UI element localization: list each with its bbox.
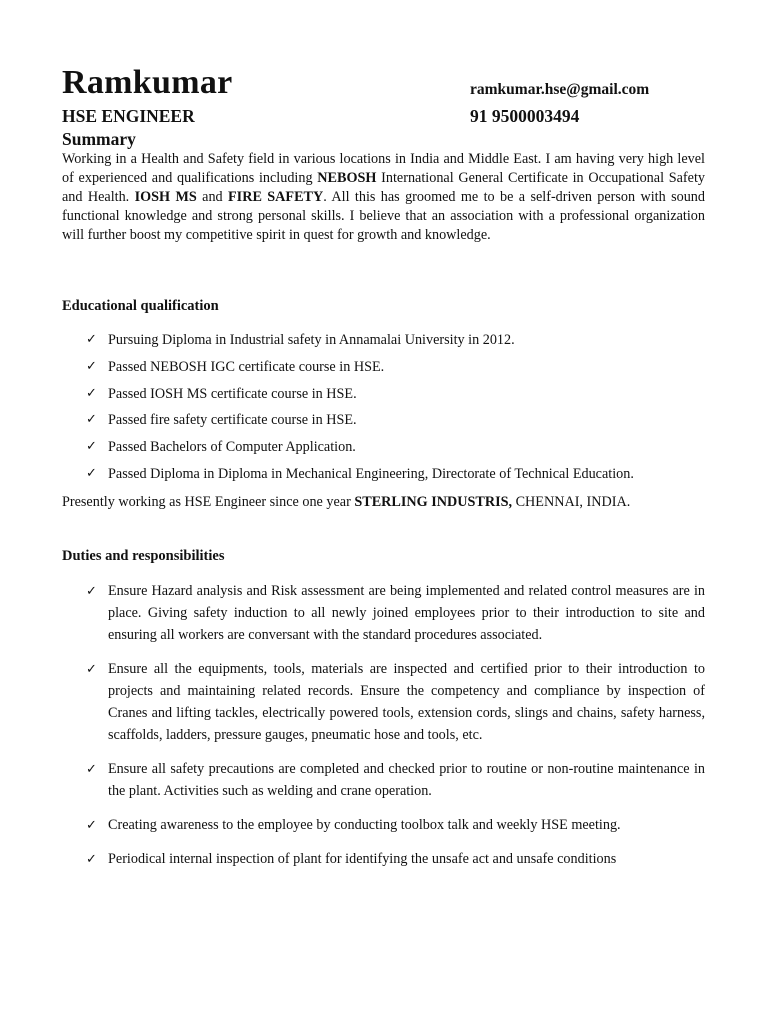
check-mark-icon: ✓ xyxy=(86,584,97,599)
summary-bold-fire-safety: FIRE SAFETY xyxy=(228,189,324,205)
education-item-text: Passed IOSH MS certificate course in HSE. xyxy=(108,385,357,402)
candidate-name: Ramkumar xyxy=(62,64,233,101)
check-mark-icon: ✓ xyxy=(86,662,97,677)
email-address: ramkumar.hse@gmail.com xyxy=(470,81,650,98)
duty-item xyxy=(0,848,728,870)
check-mark-icon: ✓ xyxy=(86,385,97,401)
education-item xyxy=(0,330,768,357)
current-employment-prefix: Presently working as HSE Engineer since one year xyxy=(62,494,355,510)
duty-item xyxy=(0,580,705,646)
phone-number: 91 9500003494 xyxy=(470,106,580,126)
summary-bold-nebosh: NEBOSH xyxy=(317,170,377,186)
education-item-text: Passed fire safety certificate course in HSE. xyxy=(108,412,357,429)
summary-text-3: and xyxy=(196,189,229,205)
current-employment xyxy=(62,491,682,513)
duty-item xyxy=(0,814,728,836)
summary-text-4: . All this has groomed me to be a self-driven person with sound functional knowledge and strong personal skills. I believe that an association with a professional organization will further boost my competitive spirit in quest for growth and knowledge. xyxy=(62,189,705,243)
education-item xyxy=(0,464,768,491)
duty-item-text: Creating awareness to the employee by conducting toolbox talk and weekly HSE meeting. xyxy=(108,817,621,833)
job-title: HSE ENGINEER xyxy=(62,106,195,126)
check-mark-icon: ✓ xyxy=(86,358,97,374)
duty-item-text: Periodical internal inspection of plant for identifying the unsafe act and unsafe conditions xyxy=(108,851,617,867)
current-employment-location: CHENNAI, INDIA. xyxy=(512,494,631,510)
education-item-text: Passed Bachelors of Computer Application. xyxy=(108,439,356,456)
duties-list xyxy=(0,580,768,882)
education-item xyxy=(0,357,768,384)
summary-heading: Summary xyxy=(62,129,136,149)
summary-paragraph xyxy=(62,150,705,245)
education-list xyxy=(0,330,768,491)
check-mark-icon: ✓ xyxy=(86,412,97,428)
education-item-text: Pursuing Diploma in Industrial safety in Annamalai University in 2012. xyxy=(108,332,515,348)
summary-bold-iosh: IOSH MS xyxy=(134,189,197,205)
check-mark-icon: ✓ xyxy=(86,439,97,455)
summary-text-2: International General Certificate in Occupational Safety and Health. xyxy=(62,170,705,205)
education-item xyxy=(0,410,768,437)
duty-item xyxy=(0,758,705,802)
check-mark-icon: ✓ xyxy=(86,332,97,347)
education-item-text: Passed Diploma in Diploma in Mechanical Engineering, Directorate of Technical Education. xyxy=(108,465,634,482)
education-item xyxy=(0,437,768,464)
duty-item-text: Ensure Hazard analysis and Risk assessment are being implemented and related control measures are in place. Giving safety induction to all newly joined employees prior to their introduction to site and ensuring all workers are conversant with the standard procedures associated. xyxy=(108,583,705,643)
duties-heading: Duties and responsibilities xyxy=(62,548,225,564)
duty-item-text: Ensure all the equipments, tools, materials are inspected and certified prior to their introduction to projects and maintaining related records. Ensure the competency and compliance by inspection of Cranes and lifting tackles, electrically powered tools, extension cords, slings and chains, safety harness, scaffolds, ladders, pressure gauges, pneumatic hose and tools, etc. xyxy=(108,661,705,743)
summary-text-1: Working in a Health and Safety field in various locations in India and Middle East. I am having very high level of experienced and qualifications including xyxy=(62,151,705,186)
duty-item xyxy=(0,658,705,746)
check-mark-icon: ✓ xyxy=(86,818,97,833)
check-mark-icon: ✓ xyxy=(86,852,97,867)
duty-item-text: Ensure all safety precautions are completed and checked prior to routine or non-routine maintenance in the plant. Activities such as welding and crane operation. xyxy=(108,761,705,799)
check-mark-icon: ✓ xyxy=(86,465,97,481)
check-mark-icon: ✓ xyxy=(86,762,97,777)
current-company: STERLING INDUSTRIS, xyxy=(354,494,513,510)
education-item-text: Passed NEBOSH IGC certificate course in HSE. xyxy=(108,358,385,375)
education-item xyxy=(0,384,768,411)
education-heading: Educational qualification xyxy=(62,298,219,314)
